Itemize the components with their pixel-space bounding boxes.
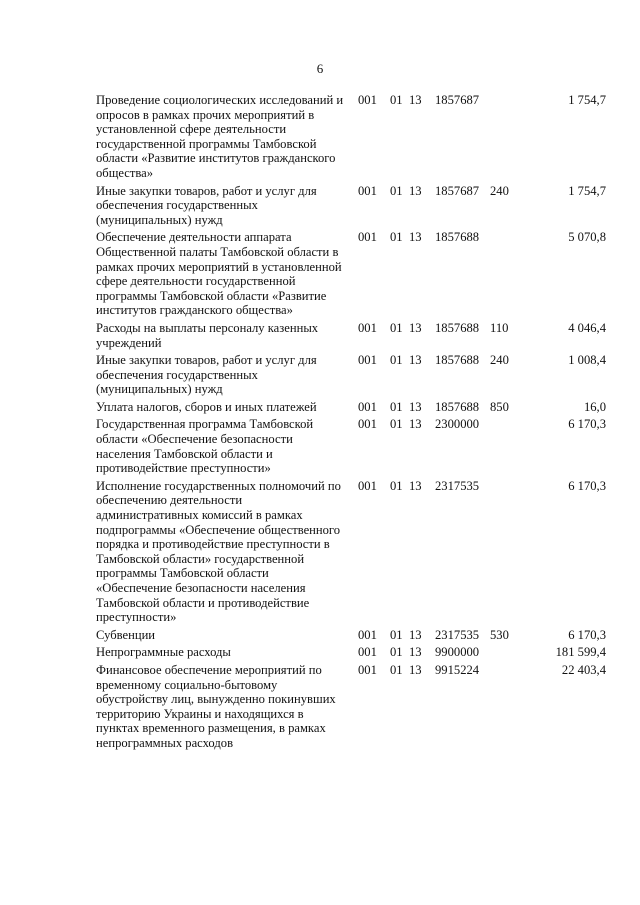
amount: 181 599,4 [555,645,606,660]
department-code: 001 [358,417,377,432]
expense-type-code: 110 [490,320,509,335]
expense-name: Иные закупки товаров, работ и услуг для обеспечения государственных (муниципальных) нужд [96,183,317,227]
section-code: 01 [390,183,403,198]
subsection-code: 13 [409,93,422,107]
section-code: 01 [390,627,403,642]
amount: 4 046,4 [568,320,606,335]
subsection-code: 13 [409,320,422,335]
expense-type-code: 240 [490,353,509,368]
table-row [96,230,606,318]
expense-type-code: 240 [490,183,509,198]
subsection-code: 13 [409,230,422,245]
subsection-code: 13 [409,627,422,642]
expense-name: Уплата налогов, сборов и иных платежей [96,399,317,414]
amount: 22 403,4 [561,662,606,677]
amount: 1 754,7 [568,93,606,107]
subsection-code: 13 [409,662,422,677]
expense-name: Иные закупки товаров, работ и услуг для обеспечения государственных (муниципальных) нужд [96,353,317,397]
section-code: 01 [390,230,403,245]
table-row [96,93,606,181]
department-code: 001 [358,645,377,660]
expense-name: Проведение социологических исследований и опросов в рамках прочих мероприятий в установленной сфере деятельности государственной программы Тамбовской области «Развитие институтов гражданского общества» [96,93,344,180]
amount: 16,0 [583,399,606,414]
department-code: 001 [358,320,377,335]
department-code: 001 [358,478,377,493]
section-code: 01 [390,93,403,107]
section-code: 01 [390,353,403,368]
expense-name: Непрограммные расходы [96,645,231,660]
amount: 1 008,4 [568,353,606,368]
department-code: 001 [358,353,377,368]
amount: 5 070,8 [568,230,606,245]
subsection-code: 13 [409,417,422,432]
expense-type-code: 850 [490,399,509,414]
section-code: 01 [390,645,403,660]
department-code: 001 [358,230,377,245]
subsection-code: 13 [409,183,422,198]
table-row [96,663,606,751]
expense-name: Обеспечение деятельности аппарата Общественной палаты Тамбовской области в рамках прочих мероприятий в установленной сфере деятельности государственной программы Тамбовской области «Развитие институтов гражданского общества» [96,230,342,318]
section-code: 01 [390,399,403,414]
table-row [96,400,606,415]
target-article-code: 2317535 [435,478,480,493]
section-code: 01 [390,662,403,677]
department-code: 001 [358,662,377,677]
table-row [96,479,606,625]
expense-name: Финансовое обеспечение мероприятий по временному социально-бытовому обустройству лиц, вынужденно покинувших территорию Украины и находящихся в пунктах временного размещения, в рамках непрограммных расходов [96,662,336,750]
amount: 6 170,3 [568,627,606,642]
table-row [96,628,606,643]
target-article-code: 9915224 [435,662,480,677]
expense-name: Расходы на выплаты персоналу казенных учреждений [96,320,319,350]
subsection-code: 13 [409,399,422,414]
target-article-code: 1857688 [435,353,480,368]
expense-type-code: 530 [490,627,509,642]
target-article-code: 2317535 [435,627,480,642]
budget-table [96,93,606,754]
subsection-code: 13 [409,645,422,660]
expense-name: Исполнение государственных полномочий по обеспечению деятельности административных комиссий в рамках подпрограммы «Обеспечение общественного порядка и противодействие преступности в Тамбовской области» государственной программы Тамбовской области «Обеспечение безопасности населения Тамбовской области и противодействие преступности» [96,478,341,625]
section-code: 01 [390,478,403,493]
amount: 6 170,3 [568,417,606,432]
subsection-code: 13 [409,478,422,493]
department-code: 001 [358,93,377,107]
table-row [96,645,606,660]
department-code: 001 [358,627,377,642]
table-row [96,417,606,475]
table-row [96,184,606,228]
target-article-code: 9900000 [435,645,480,660]
target-article-code: 1857688 [435,320,480,335]
expense-name: Государственная программа Тамбовской области «Обеспечение безопасности населения Тамбовской области и противодействие преступности» [96,417,314,476]
page-number: 6 [316,61,324,76]
target-article-code: 1857688 [435,230,480,245]
department-code: 001 [358,399,377,414]
target-article-code: 2300000 [435,417,480,432]
subsection-code: 13 [409,353,422,368]
target-article-code: 1857687 [435,183,480,198]
amount: 1 754,7 [568,183,606,198]
target-article-code: 1857688 [435,399,480,414]
department-code: 001 [358,183,377,198]
expense-name: Субвенции [96,627,156,642]
table-row [96,321,606,350]
section-code: 01 [390,417,403,432]
amount: 6 170,3 [568,478,606,493]
table-row [96,353,606,397]
section-code: 01 [390,320,403,335]
target-article-code: 1857687 [435,93,480,107]
